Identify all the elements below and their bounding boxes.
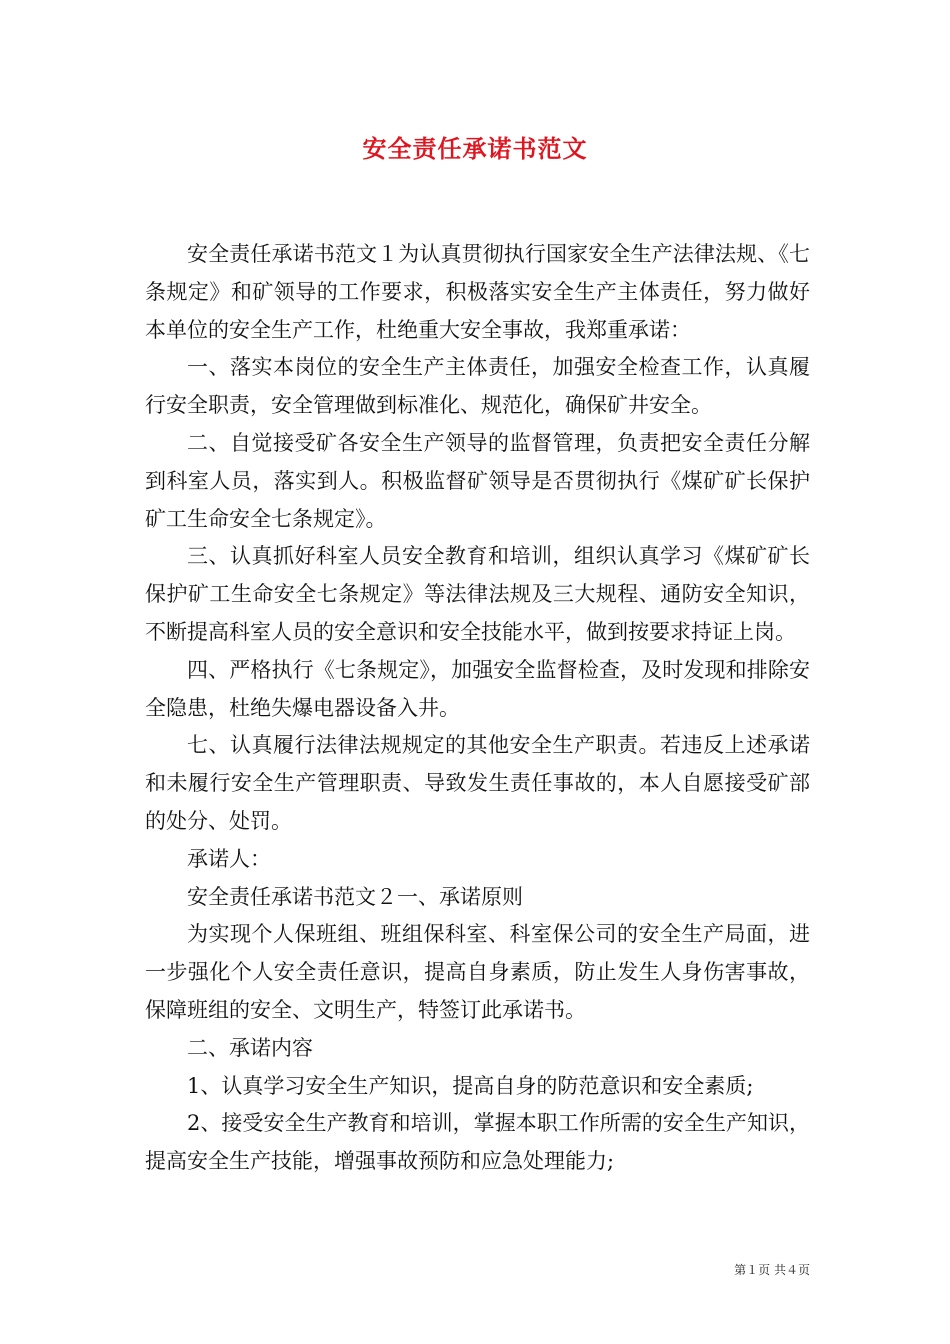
paragraph-item-2: 二、自觉接受矿各安全生产领导的监督管理，负责把安全责任分解到科室人员，落实到人。积极监督矿领导是否贯彻执行《煤矿矿长保护矿工生命安全七条规定》。 <box>145 430 810 531</box>
paragraph-content-2: 2、接受安全生产教育和培训，掌握本职工作所需的安全生产知识，提高安全生产技能，增强事故预防和应急处理能力; <box>145 1111 810 1174</box>
document-title: 安全责任承诺书范文 <box>362 134 588 163</box>
paragraph-item-4: 四、严格执行《七条规定》，加强安全监督检查，及时发现和排除安全隐患，杜绝失爆电器设备入井。 <box>145 657 810 720</box>
paragraph-content-1: 1、认真学习安全生产知识，提高自身的防范意识和安全素质; <box>187 1073 754 1098</box>
paragraph-item-7: 七、认真履行法律法规规定的其他安全生产职责。若违反上述承诺和未履行安全生产管理职责、导致发生责任事故的，本人自愿接受矿部的处分、处罚。 <box>145 733 810 833</box>
paragraph-intro: 安全责任承诺书范文１为认真贯彻执行国家安全生产法律法规、《七条规定》和矿领导的工作要求，积极落实安全生产主体责任，努力做好本单位的安全生产工作，杜绝重大安全事故，我郑重承诺： <box>145 242 810 342</box>
section-heading-principles: 安全责任承诺书范文２一、承诺原则 <box>187 884 523 909</box>
page-number: 第１页 共４页 <box>734 1263 810 1277</box>
paragraph-item-3: 三、认真抓好科室人员安全教育和培训，组织认真学习《煤矿矿长保护矿工生命安全七条规定》等法律法规及三大规程、通防安全知识，不断提高科室人员的安全意识和安全技能水平，做到按要求持证上岗。 <box>145 544 810 644</box>
document-body <box>145 236 810 1181</box>
section-heading-content: 二、承诺内容 <box>187 1035 313 1060</box>
paragraph-principles: 为实现个人保班组、班组保科室、科室保公司的安全生产局面，进一步强化个人安全责任意识，提高自身素质，防止发生人身伤害事故，保障班组的安全、文明生产，特签订此承诺书。 <box>145 922 810 1022</box>
paragraph-item-1: 一、落实本岗位的安全生产主体责任，加强安全检查工作，认真履行安全职责，安全管理做到标准化、规范化，确保矿井安全。 <box>145 355 810 418</box>
signature-label: 承诺人： <box>187 846 271 871</box>
